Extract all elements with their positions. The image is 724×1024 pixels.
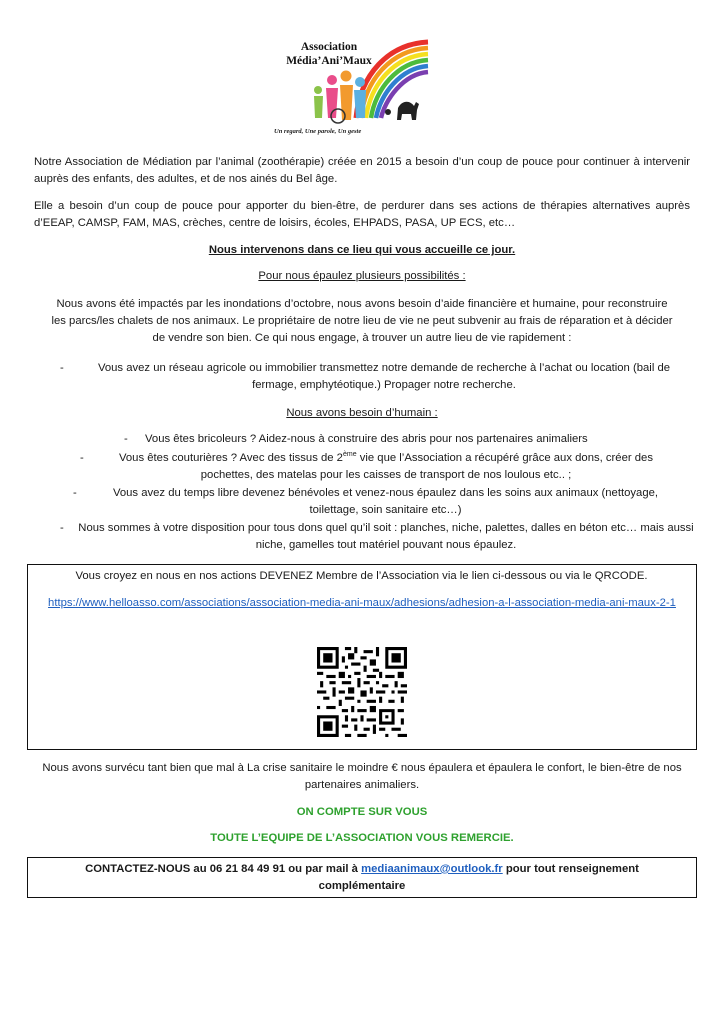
logo-tagline: Un regard, Une parole, Un geste <box>274 128 362 135</box>
free-time-item: Vous avez du temps libre devenez bénévoles et venez-nous épaulez dans les soins aux animaux (nettoyage, toilettage, soin sanitaire etc…) <box>112 487 659 516</box>
qr-code-icon[interactable] <box>317 647 407 737</box>
network-item: Vous avez un réseau agricole ou immobilier transmettez notre demande de recherche à l’achat ou location (bail de fermage, emphytéotique.) Propager notre recherche. <box>97 362 671 391</box>
bullet-dash: - <box>60 522 64 534</box>
membership-link[interactable]: https://www.helloasso.com/associations/association-media-ani-maux/adhesions/adhesion-a-l-association-media-ani-maux-2-1 <box>48 597 676 609</box>
bullet-dash: - <box>60 362 64 374</box>
bullet-dash: - <box>80 452 84 464</box>
floods-paragraph: Nous avons été impactés par les inondations d’octobre, nous avons besoin d’aide financière et humaine, pour reconstruire les parcs/les chalets de nos animaux. Le propriétaire de notre lieu de vie ne peut subvenir au frais de réparation et à décider de vendre son bien. Ce qui nous engage, à trouver un autre lieu de vie rapidement : <box>51 298 673 344</box>
heading-help-options: Pour nous épaulez plusieurs possibilités : <box>258 270 466 282</box>
team-thanks-text: TOUTE L’EQUIPE DE L’ASSOCIATION VOUS REMERCIE. <box>210 832 514 844</box>
contact-email-link[interactable]: mediaanimaux@outlook.fr <box>361 863 503 875</box>
sewing-text-before: Vous êtes couturières ? Avec des tissus de 2 <box>118 452 343 464</box>
contact-box <box>27 857 697 898</box>
bullet-dash: - <box>73 487 77 499</box>
heading-intervention-place: Nous intervenons dans ce lieu qui vous accueille ce jour. <box>208 244 516 256</box>
logo-name-line1: Association <box>300 41 358 53</box>
contact-text <box>68 861 656 895</box>
sewing-text-after: vie que l’Association a récupéré grâce aux dons, créer des pochettes, des matelas pour les caisses de transport de nos loulous etc.. ; <box>200 452 653 481</box>
sewing-superscript: ème <box>342 451 357 459</box>
intro-paragraph-2: Elle a besoin d’un coup de pouce pour apporter du bien-être, de perdurer dans ses actions de thérapies alternatives auprès d’EEAP, CAMSP, FAM, MAS, crèches, centre de loisirs, écoles, EHPADS, PASA, UP ECS, etc… <box>34 200 690 229</box>
bullet-dash: - <box>124 433 128 445</box>
diy-item: Vous êtes bricoleurs ? Aidez-nous à construire des abris pour nos partenaires animaliers <box>145 433 588 445</box>
logo-title <box>268 40 390 68</box>
sewing-item <box>96 450 676 484</box>
donations-item: Nous sommes à votre disposition pour tous dons quel qu’il soit : planches, niche, palettes, dalles en béton etc… mais aussi niche, gamelles tout matériel pouvant nous épaulez. <box>78 522 694 551</box>
survival-paragraph: Nous avons survécu tant bien que mal à La crise sanitaire le moindre € nous épaulera et épaulera le confort, le bien-être de nos partenaires animaliers. <box>42 762 682 791</box>
association-logo <box>268 30 456 142</box>
logo-name-line2: Média’Ani’Maux <box>286 55 372 67</box>
membership-text: Vous croyez en nous en nos actions DEVENEZ Membre de l’Association via le lien ci-dessous ou via le QRCODE. <box>75 570 648 582</box>
heading-need-humans: Nous avons besoin d’humain : <box>286 407 438 419</box>
contact-text-after: pour tout renseignement complémentaire <box>318 863 639 892</box>
count-on-you-text: ON COMPTE SUR VOUS <box>296 806 428 818</box>
contact-text-before: CONTACTEZ-NOUS au 06 21 84 49 91 ou par mail à <box>85 863 362 875</box>
intro-paragraph-1: Notre Association de Médiation par l’animal (zoothérapie) créée en 2015 a besoin d’un coup de pouce pour continuer à intervenir auprès des enfants, des adultes, et de nos ainés du Bel âge. <box>34 156 690 185</box>
membership-box <box>27 564 697 750</box>
